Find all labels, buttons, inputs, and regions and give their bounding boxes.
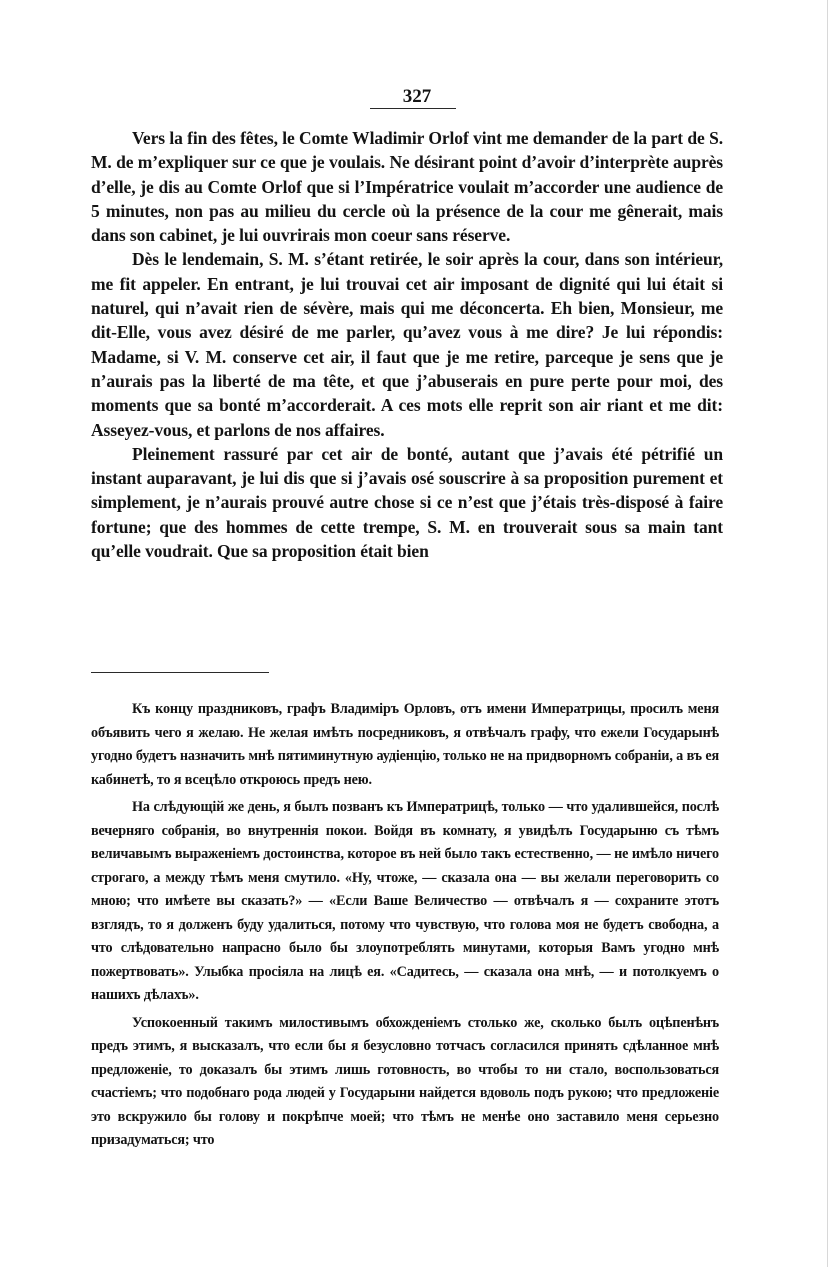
footnote-paragraph-1: Къ концу праздниковъ, графъ Владиміръ Орловъ, отъ имени Императрицы, просилъ меня объявить чего я желаю. Не желая имѣть посредниковъ, я отвѣчалъ графу, что ежели Государынѣ угодно будетъ назначить мнѣ пятиминутную аудіенцію, только не на придворномъ собраніи, а въ ея кабинетѣ, то я всецѣло откроюсь предъ нею. — [91, 701, 719, 788]
scan-edge-line — [827, 0, 828, 1267]
main-paragraph-2: Dès le lendemain, S. M. s’étant retirée, le soir après la cour, dans son intérieur, me fit appeler. En entrant, je lui trouvai cet air imposant de dignité qui lui était si naturel, qui n’avait rien de sévère, mais qui me déconcerta. Eh bien, Monsieur, me dit-Elle, vous avez désiré de me parler, qu’avez vous à me dire? Je lui répondis: Madame, si V. M. conserve cet air, il faut que je me retire, parceque je sens que je n’aurais pas la liberté de ma tête, et que j’abuserais en pure perte pour moi, des moments que sa bonté m’accorderait. A ces mots elle reprit son air riant et me dit: Asseyez-vous, et parlons de nos affaires. — [91, 249, 723, 440]
footnote-paragraph-3: Успокоенный такимъ милостивымъ обхожденіемъ столько же, сколько былъ оцѣпенѣнъ предъ этимъ, я высказалъ, что если бы я безусловно тотчасъ согласился принять сдѣланное мнѣ предложеніе, то доказалъ бы этимъ лишь готовность, во чтобы то ни стало, воспользоваться счастіемъ; что подобнаго рода людей у Государыни найдется вдоволь подъ рукою; что предложеніе это вскружило бы голову и покрѣпче моей; что тѣмъ не менѣе оно заставило меня серьезно призадуматься; что — [91, 1014, 719, 1148]
footnote-separator — [91, 672, 269, 673]
footnote-paragraph-2: На слѣдующій же день, я былъ позванъ къ Императрицѣ, только — что удалившейся, послѣ вечерняго собранія, во внутреннія покои. Войдя въ комнату, я увидѣлъ Государыню съ тѣмъ величавымъ выраженіемъ достоинства, которое въ ней было такъ естественно, — не имѣло ничего строгаго, а между тѣмъ меня смутило. «Ну, чтоже, — сказала она — вы желали переговорить со мною; что имѣете вы сказать?» — «Если Ваше Величество — отвѣчалъ я — сохраните этотъ взглядъ, то я долженъ буду удалиться, потому что чувствую, что голова моя не будетъ свободна, а что слѣдовательно напрасно было бы злоупотреблять минутами, которыя Вамъ угодно мнѣ пожертвовать». Улыбка просіяла на лицѣ ея. «Садитесь, — сказала она мнѣ, — и потолкуемъ о нашихъ дѣлахъ». — [91, 799, 719, 1003]
main-paragraph-1: Vers la fin des fêtes, le Comte Wladimir Orlof vint me demander de la part de S. M. de m’expliquer sur ce que je voulais. Ne désirant point d’avoir d’interprète auprès d’elle, je dis au Comte Orlof que si l’Impératrice voulait m’accorder une audience de 5 minutes, non pas au milieu du cercle où la présence de la cour me gênerait, mais dans son cabinet, je lui ouvrirais mon coeur sans réserve. — [91, 128, 723, 246]
main-text-body — [91, 126, 723, 563]
page-number: 327 — [402, 86, 432, 107]
main-paragraph-3: Pleinement rassuré par cet air de bonté, autant que j’avais été pétrifié un instant auparavant, je lui dis que si j’avais osé souscrire à sa proposition purement et simplement, je n’aurais prouvé autre chose si ce n’est que j’étais très-disposé à faire fortune; que des hommes de cette trempe, S. M. en trouverait sous sa main tant qu’elle voudrait. Que sa proposition était bien — [91, 443, 723, 562]
page-number-underline — [370, 108, 456, 109]
footnote-translation — [91, 698, 719, 1157]
